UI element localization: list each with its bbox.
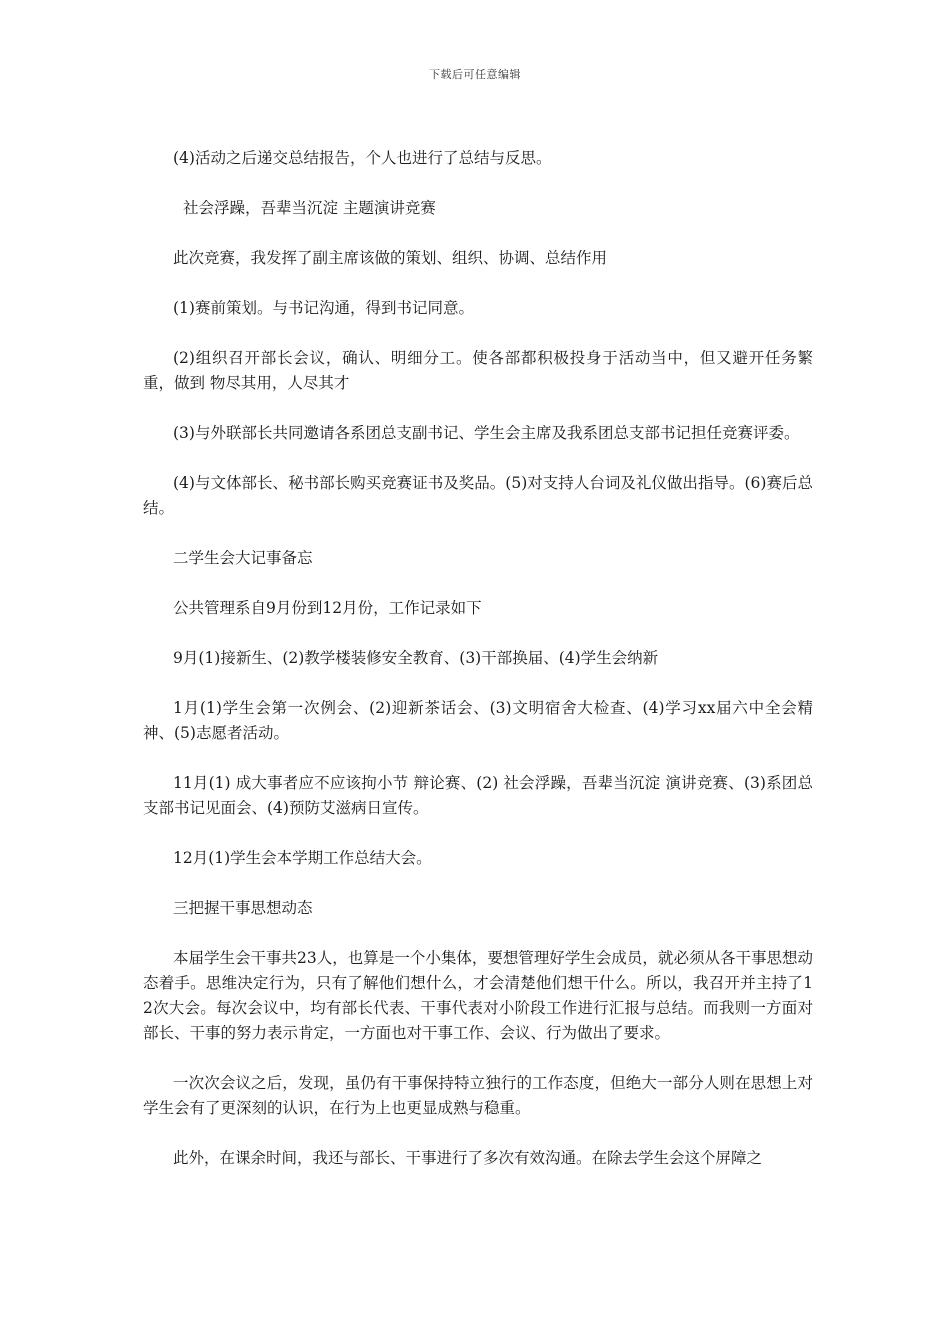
paragraph-december: 12月(1)学生会本学期工作总结大会。 <box>173 849 432 867</box>
paragraph-contest-role: 此次竞赛，我发挥了副主席该做的策划、组织、协调、总结作用 <box>173 249 608 267</box>
paragraph-work-record-intro: 公共管理系自9月份到12月份，工作记录如下 <box>173 599 482 617</box>
paragraph-september: 9月(1)接新生、(2)教学楼装修安全教育、(3)干部换届、(4)学生会纳新 <box>173 649 659 667</box>
paragraph-step-3: (3)与外联部长共同邀请各系团总支副书记、学生会主席及我系团总支部书记担任竞赛评委。 <box>173 424 800 442</box>
section-heading-events: 二学生会大记事备忘 <box>173 549 313 567</box>
paragraph-communication: 此外，在课余时间，我还与部长、干事进行了多次有效沟通。在除去学生会这个屏障之 <box>173 1149 763 1167</box>
paragraph-speech-contest-title: 社会浮躁，吾辈当沉淀 主题演讲竞赛 <box>183 199 436 217</box>
paragraph-step-4-6: (4)与文体部长、秘书部长购买竞赛证书及奖品。(5)对支持人台词及礼仪做出指导。(6)赛后总结。 <box>143 474 813 517</box>
paragraph-step-2: (2)组织召开部长会议，确认、明细分工。使各部都积极投身于活动当中，但又避开任务繁重，做到 物尽其用，人尽其才 <box>143 349 813 392</box>
section-heading-thoughts: 三把握干事思想动态 <box>173 899 313 917</box>
paragraph-officers-meetings: 本届学生会干事共23人，也算是一个小集体，要想管理好学生会成员，就必须从各干事思想动态着手。思维决定行为，只有了解他们想什么，才会清楚他们想干什么。所以，我召开并主持了12次大会。每次会议中，均有部长代表、干事代表对小阶段工作进行汇报与总结。而我则一方面对部长、干事的努力表示肯定，一方面也对干事工作、会议、行为做出了要求。 <box>143 949 813 1042</box>
paragraph-step-1: (1)赛前策划。与书记沟通，得到书记同意。 <box>173 299 474 317</box>
document-body <box>143 146 813 1196</box>
page-header-note: 下载后可任意编辑 <box>429 68 521 81</box>
paragraph-meeting-results: 一次次会议之后，发现，虽仍有干事保持特立独行的工作态度，但绝大一部分人则在思想上对学生会有了更深刻的认识，在行为上也更显成熟与稳重。 <box>143 1074 813 1117</box>
paragraph-november: 11月(1) 成大事者应不应该拘小节 辩论赛、(2) 社会浮躁，吾辈当沉淀 演讲竞赛、(3)系团总支部书记见面会、(4)预防艾滋病日宣传。 <box>143 774 813 817</box>
paragraph-activity-report: (4)活动之后递交总结报告，个人也进行了总结与反思。 <box>173 149 552 167</box>
paragraph-january: 1月(1)学生会第一次例会、(2)迎新茶话会、(3)文明宿舍大检查、(4)学习xx届六中全会精神、(5)志愿者活动。 <box>143 699 813 742</box>
